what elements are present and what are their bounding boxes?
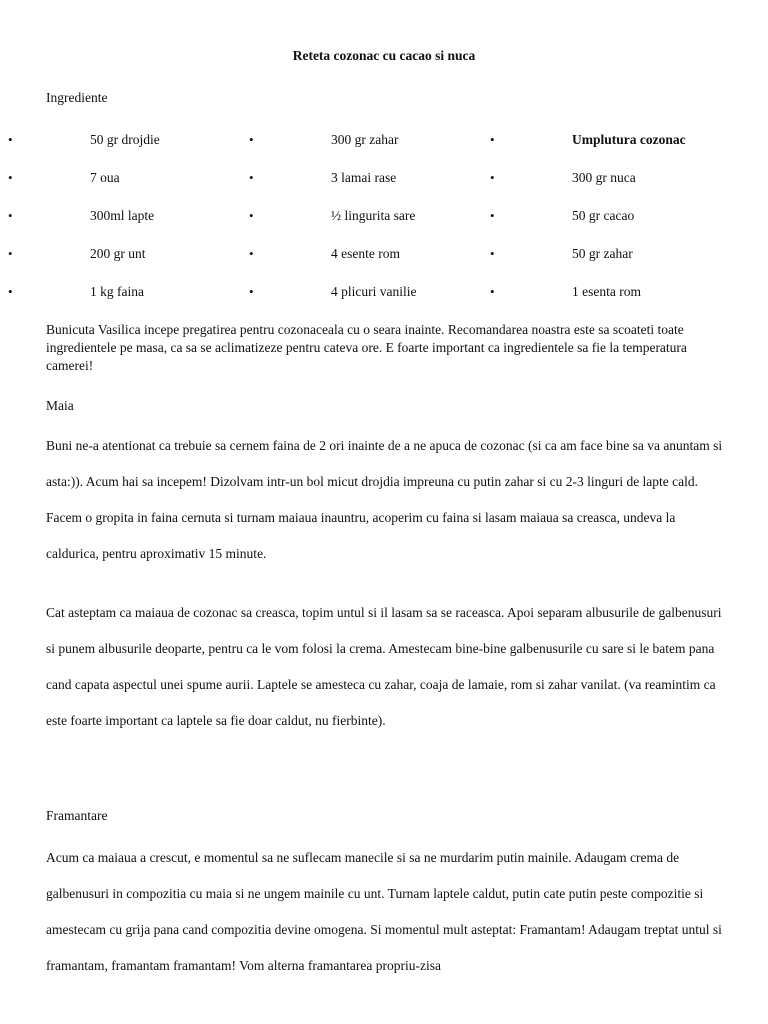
ingredients-column-1	[8, 130, 248, 320]
ingredients-column-3	[490, 130, 730, 320]
list-item	[490, 206, 730, 244]
maia-paragraph-2: Cat asteptam ca maiaua de cozonac sa creasca, topim untul si il lasam sa se raceasca. Apoi separam albusurile de galbenusuri si punem albusurile deoparte, pentru ca le vom folosi la crema. Amestecam bine-bine galbenusurile cu sare si le batem pana cand capata aspectul unei spume aurii. Laptele se amesteca cu zahar, coaja de lamaie, rom si zahar vanilat. (va reamintim ca este foarte important ca laptele sa fie doar caldut, nu fierbinte).	[46, 605, 722, 728]
bullet-icon: •	[8, 284, 13, 299]
ingredients-column-2	[249, 130, 489, 320]
list-item	[8, 130, 248, 168]
ingredient-text: 7 oua	[90, 170, 120, 185]
bullet-icon: •	[249, 246, 254, 261]
list-item	[8, 206, 248, 244]
bullet-icon: •	[8, 170, 13, 185]
ingredient-text: 4 plicuri vanilie	[331, 284, 417, 299]
ingredients-heading: Ingrediente	[46, 90, 108, 105]
list-item	[249, 168, 489, 206]
list-item	[490, 168, 730, 206]
list-item	[249, 206, 489, 244]
intro-paragraph: Bunicuta Vasilica incepe pregatirea pentru cozonaceala cu o seara inainte. Recomandarea noastra este sa scoateti toate ingredientele pe masa, ca sa se aclimatizeze pentru cateva ore. E foarte important ca ingredientele sa fie la temperatura camerei!	[46, 322, 687, 373]
ingredient-text: 50 gr zahar	[572, 246, 633, 261]
bullet-icon: •	[8, 246, 13, 261]
list-item	[490, 130, 730, 168]
ingredient-text: ½ lingurita sare	[331, 208, 416, 223]
list-item	[490, 282, 730, 320]
ingredient-text: 200 gr unt	[90, 246, 146, 261]
bullet-icon: •	[490, 132, 495, 147]
bullet-icon: •	[490, 170, 495, 185]
list-item	[249, 244, 489, 282]
list-item	[249, 282, 489, 320]
ingredient-text: 300 gr nuca	[572, 170, 636, 185]
maia-heading: Maia	[46, 398, 74, 413]
ingredient-text: 1 esenta rom	[572, 284, 641, 299]
ingredient-text: 4 esente rom	[331, 246, 400, 261]
ingredient-text: 1 kg faina	[90, 284, 144, 299]
bullet-icon: •	[249, 284, 254, 299]
framantare-paragraph: Acum ca maiaua a crescut, e momentul sa ne suflecam manecile si sa ne murdarim putin mainile. Adaugam crema de galbenusuri in compozitia cu maia si ne ungem mainile cu unt. Turnam laptele caldut, putin cate putin peste compozitie si amestecam cu grija pana cand compozitia devine omogena. Si momentul mult asteptat: Framantam! Adaugam treptat untul si framantam, framantam framantam! Vom alterna framantarea propriu-zisa	[46, 850, 722, 973]
framantare-heading: Framantare	[46, 808, 108, 823]
ingredient-text: 50 gr cacao	[572, 208, 635, 223]
list-item	[8, 244, 248, 282]
document-title: Reteta cozonac cu cacao si nuca	[292, 48, 476, 63]
list-item	[8, 282, 248, 320]
ingredient-text: 300 gr zahar	[331, 132, 399, 147]
list-item	[249, 130, 489, 168]
maia-paragraph-1: Buni ne-a atentionat ca trebuie sa cernem faina de 2 ori inainte de a ne apuca de cozonac (si ca am face bine sa va anuntam si asta:)). Acum hai sa incepem! Dizolvam intr-un bol micut drojdia impreuna cu putin zahar si cu 2-3 linguri de lapte cald. Facem o gropita in faina cernuta si turnam maiaua inauntru, acoperim cu faina si lasam maiaua sa creasca, undeva la caldurica, pentru aproximativ 15 minute.	[46, 438, 723, 561]
ingredient-text: 300ml lapte	[90, 208, 155, 223]
ingredient-text: 3 lamai rase	[331, 170, 397, 185]
bullet-icon: •	[490, 284, 495, 299]
bullet-icon: •	[8, 132, 13, 147]
ingredient-text: 50 gr drojdie	[90, 132, 160, 147]
bullet-icon: •	[490, 246, 495, 261]
bullet-icon: •	[490, 208, 495, 223]
list-item	[8, 168, 248, 206]
list-item	[490, 244, 730, 282]
ingredient-text: Umplutura cozonac	[572, 132, 686, 147]
bullet-icon: •	[8, 208, 13, 223]
bullet-icon: •	[249, 170, 254, 185]
bullet-icon: •	[249, 208, 254, 223]
bullet-icon: •	[249, 132, 254, 147]
